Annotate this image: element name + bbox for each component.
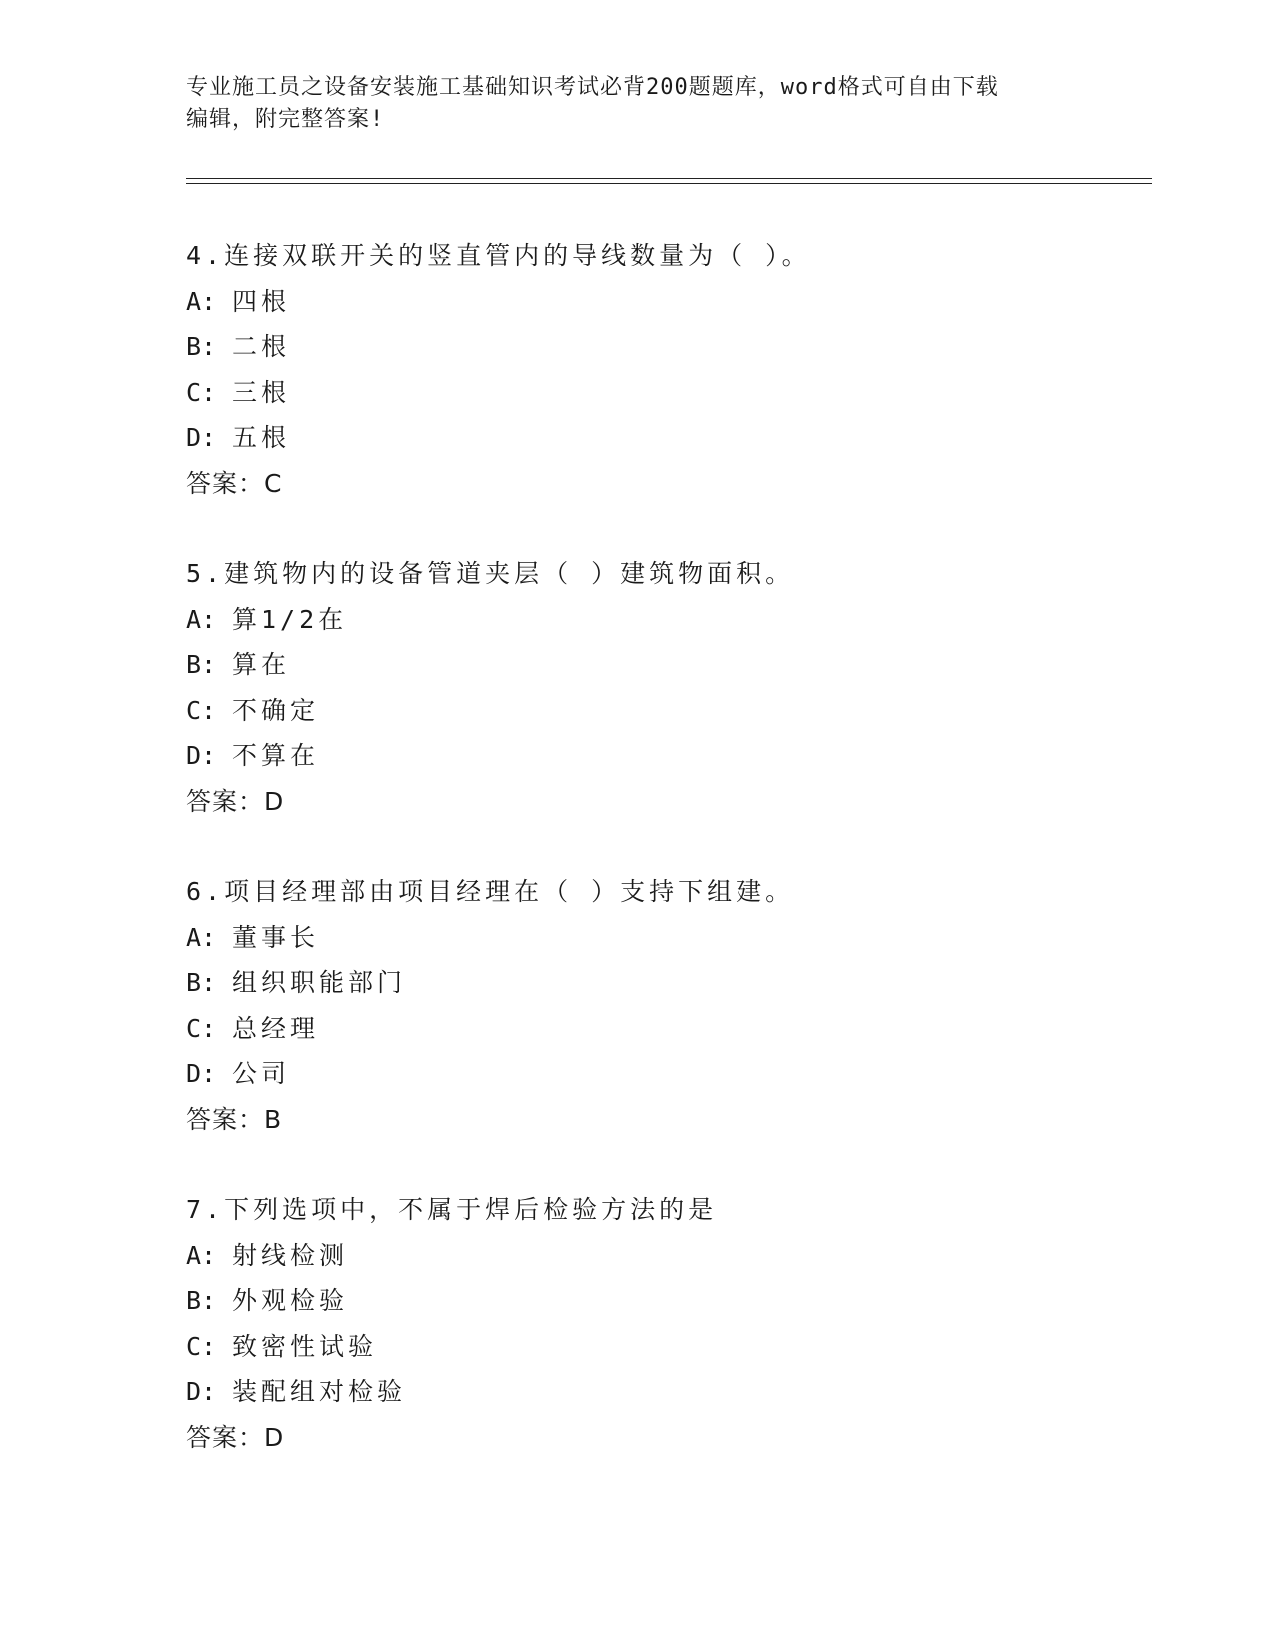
option-text: 装配组对检验 <box>232 1377 407 1406</box>
option-c <box>186 1006 1146 1052</box>
option-letter: A: <box>186 604 217 634</box>
option-text: 不算在 <box>232 741 320 770</box>
option-letter: A: <box>186 286 217 316</box>
option-d <box>186 733 1146 779</box>
option-text: 董事长 <box>232 922 320 952</box>
option-b <box>186 960 1146 1006</box>
answer-line: 答案：B <box>186 1104 283 1134</box>
header-divider-top <box>186 178 1152 179</box>
question-stem: 6.项目经理部由项目经理在（ ）支持下组建。 <box>186 877 795 906</box>
option-letter: B: <box>186 968 217 997</box>
option-letter: D: <box>186 423 217 452</box>
option-letter: D: <box>186 1377 217 1406</box>
option-text: 算1/2在 <box>232 604 348 634</box>
option-text: 三根 <box>232 377 291 407</box>
option-letter: B: <box>186 650 217 679</box>
option-text: 四根 <box>232 286 291 316</box>
option-text: 组织职能部门 <box>232 968 407 997</box>
option-a <box>186 279 1146 325</box>
option-c <box>186 1324 1146 1370</box>
option-text: 外观检验 <box>232 1286 349 1315</box>
header-line-2: 编辑，附完整答案! <box>186 107 385 132</box>
question-stem: 5.建筑物内的设备管道夹层（ ）建筑物面积。 <box>186 559 795 588</box>
option-a <box>186 597 1146 643</box>
option-letter: A: <box>186 1240 217 1270</box>
option-letter: B: <box>186 332 217 361</box>
option-text: 公司 <box>232 1059 291 1088</box>
option-d <box>186 1051 1146 1097</box>
option-a <box>186 915 1146 961</box>
option-c <box>186 370 1146 416</box>
header-line-1: 专业施工员之设备安装施工基础知识考试必背200题题库，word格式可自由下载 <box>186 75 999 100</box>
option-a <box>186 1233 1146 1279</box>
option-text: 二根 <box>232 332 291 361</box>
option-d <box>186 1369 1146 1415</box>
option-b <box>186 324 1146 370</box>
question-stem: 7.下列选项中，不属于焊后检验方法的是 <box>186 1195 718 1224</box>
option-text: 射线检测 <box>232 1240 349 1270</box>
answer-line: 答案：D <box>186 786 285 816</box>
option-letter: B: <box>186 1286 217 1315</box>
question-4 <box>186 233 1146 506</box>
option-text: 算在 <box>232 650 291 679</box>
option-text: 总经理 <box>232 1013 320 1043</box>
question-5 <box>186 551 1146 824</box>
question-6 <box>186 869 1146 1142</box>
header-divider-bottom <box>186 183 1152 184</box>
option-d <box>186 415 1146 461</box>
option-letter: D: <box>186 741 217 770</box>
option-letter: C: <box>186 695 217 725</box>
option-b <box>186 1278 1146 1324</box>
question-7 <box>186 1187 1146 1460</box>
option-letter: C: <box>186 377 217 407</box>
document-header <box>186 72 1076 136</box>
option-letter: D: <box>186 1059 217 1088</box>
option-text: 不确定 <box>232 695 320 725</box>
question-stem: 4.连接双联开关的竖直管内的导线数量为（ ）。 <box>186 241 811 270</box>
option-letter: C: <box>186 1331 217 1361</box>
option-text: 五根 <box>232 423 291 452</box>
answer-line: 答案：D <box>186 1422 285 1452</box>
option-c <box>186 688 1146 734</box>
option-letter: A: <box>186 922 217 952</box>
answer-line: 答案：C <box>186 468 283 498</box>
option-letter: C: <box>186 1013 217 1043</box>
option-b <box>186 642 1146 688</box>
option-text: 致密性试验 <box>232 1331 378 1361</box>
